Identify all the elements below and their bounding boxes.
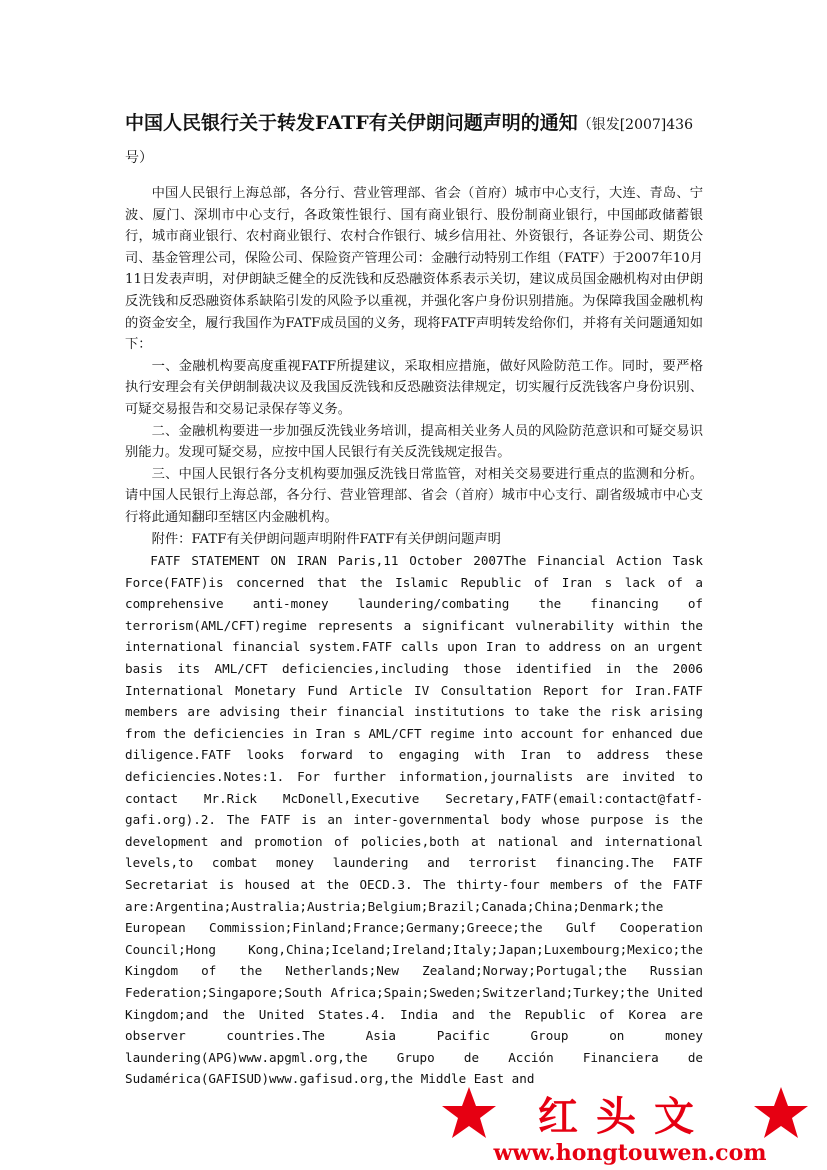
document-title-line [125, 108, 710, 135]
document-title: 中国人民银行关于转发FATF有关伊朗问题声明的通知 [125, 112, 578, 134]
star-icon [440, 1085, 498, 1141]
watermark-text: 红头文 [538, 1093, 712, 1140]
document-header [125, 108, 710, 167]
attachment-paragraph: 附件：FATF有关伊朗问题声明附件FATF有关伊朗问题声明 [151, 531, 501, 547]
item-two-paragraph: 二、金融机构要进一步加强反洗钱业务培训，提高相关业务人员的风险防范意识和可疑交易识别能力。发现可疑交易，应按中国人民银行有关反洗钱规定报告。 [125, 423, 703, 461]
watermark-row [440, 1088, 810, 1138]
document-body [125, 183, 703, 1090]
star-icon [752, 1085, 810, 1141]
document-number-end: 号） [125, 150, 153, 166]
item-one-paragraph: 一、金融机构要高度重视FATF所提建议，采取相应措施，做好风险防范工作。同时，要严格执行安理会有关伊朗制裁决议及我国反洗钱和反恐融资法律规定，切实履行反洗钱客户身份识别、可疑交易报告和交易记录保存等义务。 [125, 358, 703, 417]
salutation-paragraph: 中国人民银行上海总部，各分行、营业管理部、省会（首府）城市中心支行，大连、青岛、宁波、厦门、深圳市中心支行，各政策性银行、国有商业银行、股份制商业银行，中国邮政储蓄银行，城市商业银行、农村商业银行、农村合作银行、城乡信用社、外资银行，各证券公司、期货公司、基金管理公司，保险公司、保险资产管理公司：金融行动特别工作组（FATF）于2007年10月11日发表声明，对伊朗缺乏健全的反洗钱和反恐融资体系表示关切，建议成员国金融机构对由伊朗反洗钱和反恐融资体系缺陷引发的风险予以重视，并强化客户身份识别措施。为保障我国金融机构的资金安全，履行我国作为FATF成员国的义务，现将FATF声明转发给你们，并将有关问题通知如下： [125, 186, 703, 353]
fatf-statement-paragraph: FATF STATEMENT ON IRAN Paris,11 October 2007The Financial Action Task Force(FATF)is concerned that the Islamic Republic of Iran s lack of a comprehensive anti-money laundering/combating the financing of terrorism(AML/CFT)regime represents a significant vulnerability within the international financial system.FATF calls upon Iran to address on an urgent basis its AML/CFT deficiencies,including those identified in the 2006 International Monetary Fund Article IV Consultation Report for Iran.FATF members are advising their financial institutions to take the risk arising from the deficiencies in Iran s AML/CFT regime into account for enhanced due diligence.FATF looks forward to engaging with Iran to address these deficiencies.Notes:1. For further information,journalists are invited to contact Mr.Rick McDonell,Executive Secretary,FATF(email:contact@fatf-gafi.org).2. The FATF is an inter-governmental body whose purpose is the development and promotion of policies,both at national and international levels,to combat money laundering and terrorist financing.The FATF Secretariat is housed at the OECD.3. The thirty-four members of the FATF are:Argentina;Australia;Austria;Belgium;Brazil;Canada;China;Denmark;the European Commission;Finland;France;Germany;Greece;the Gulf Cooperation Council;Hong Kong,China;Iceland;Ireland;Italy;Japan;Luxembourg;Mexico;the Kingdom of the Netherlands;New Zealand;Norway;Portugal;the Russian Federation;Singapore;South Africa;Spain;Sweden;Switzerland;Turkey;the United Kingdom;and the United States.4. India and the Republic of Korea are observer countries.The Asia Pacific Group on money laundering(APG)www.apgml.org,the Grupo de Acción Financiera de Sudamérica(GAFISUD)www.gafisud.org,the Middle East and [125, 553, 703, 1087]
document-number: （银发[2007]436 [577, 117, 693, 133]
watermark [0, 1080, 827, 1170]
item-three-paragraph: 三、中国人民银行各分支机构要加强反洗钱日常监管，对相关交易要进行重点的监测和分析。请中国人民银行上海总部，各分行、营业管理部、省会（首府）城市中心支行、副省级城市中心支行将此通知翻印至辖区内金融机构。 [125, 466, 703, 525]
watermark-url: www.hongtouwen.com [493, 1140, 767, 1166]
